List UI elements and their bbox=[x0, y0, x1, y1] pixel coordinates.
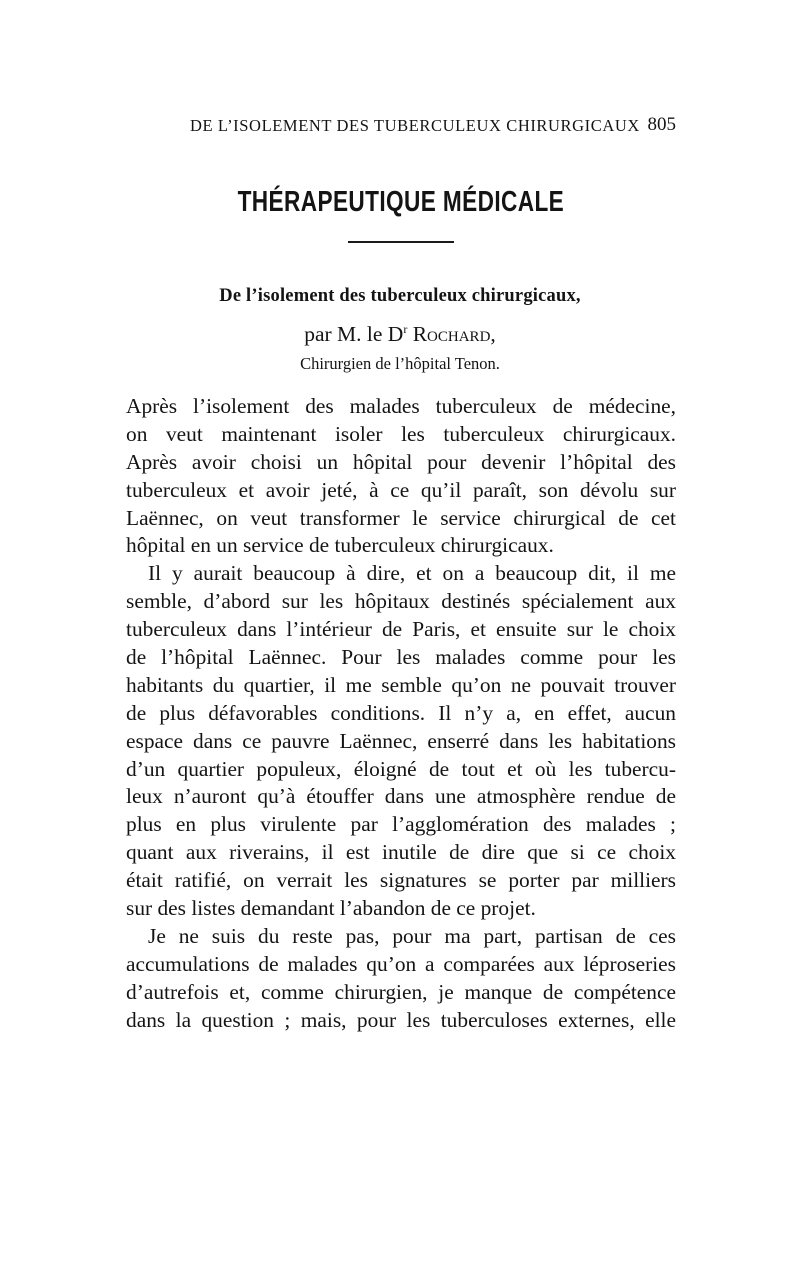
text-line: dans la question ; mais, pour les tuberculoses externes, elle bbox=[126, 1007, 676, 1032]
text-line: Il y aurait beaucoup à dire, et on a beaucoup dit, il me bbox=[148, 561, 676, 586]
text-line: semble, d’abord sur les hôpitaux destinés spécialement aux bbox=[126, 589, 676, 614]
author-affiliation: Chirurgien de l’hôpital Tenon. bbox=[300, 354, 500, 373]
text-line: hôpital en un service de tuberculeux chirurgicaux. bbox=[126, 533, 554, 558]
author-line bbox=[0, 322, 800, 347]
author-title-sup: r bbox=[403, 322, 408, 336]
text-line: était ratifié, on verrait les signatures se porter par milliers bbox=[126, 868, 676, 893]
author-prefix: par M. le D bbox=[304, 322, 404, 346]
text-line: d’un quartier populeux, éloigné de tout et où les tubercu- bbox=[126, 756, 676, 781]
running-head-title: DE L’ISOLEMENT DES TUBERCULEUX CHIRURGICAUX bbox=[190, 116, 640, 135]
page-number: 805 bbox=[647, 114, 676, 135]
text-line: de plus défavorables conditions. Il n’y a, en effet, aucun bbox=[126, 700, 676, 725]
text-line: accumulations de malades qu’on a comparées aux léproseries bbox=[126, 951, 676, 976]
text-line: d’autrefois et, comme chirurgien, je manque de compétence bbox=[126, 979, 676, 1004]
text-line: on veut maintenant isoler les tuberculeux chirurgicaux. bbox=[126, 421, 676, 446]
text-line: Après l’isolement des malades tuberculeux de médecine, bbox=[126, 394, 676, 418]
text-line: Laënnec, on veut transformer le service chirurgical de cet bbox=[126, 505, 676, 530]
section-title: THÉRAPEUTIQUE MÉDICALE bbox=[237, 186, 565, 218]
text-line: Après avoir choisi un hôpital pour devenir l’hôpital des bbox=[126, 449, 676, 474]
text-line: espace dans ce pauvre Laënnec, enserré dans les habitations bbox=[126, 728, 676, 753]
author-name: Rochard, bbox=[412, 322, 496, 346]
text-line: de l’hôpital Laënnec. Pour les malades comme pour les bbox=[126, 645, 676, 670]
text-line: habitants du quartier, il me semble qu’on ne pouvait trouver bbox=[126, 672, 676, 697]
body-text bbox=[126, 393, 676, 1034]
text-line: leux n’auront qu’à étouffer dans une atmosphère rendue de bbox=[126, 784, 676, 809]
text-line: tuberculeux dans l’intérieur de Paris, et ensuite sur le choix bbox=[126, 617, 676, 642]
title-divider bbox=[348, 241, 454, 243]
text-line: tuberculeux et avoir jeté, à ce qu’il paraît, son dévolu sur bbox=[126, 477, 676, 502]
article-title: De l’isolement des tuberculeux chirurgicaux, bbox=[219, 286, 581, 306]
text-line: Je ne suis du reste pas, pour ma part, partisan de ces bbox=[148, 923, 676, 948]
text-line: quant aux riverains, il est inutile de dire que si ce choix bbox=[126, 840, 676, 865]
text-line: plus en plus virulente par l’agglomération des malades ; bbox=[126, 812, 676, 837]
text-line: sur des listes demandant l’abandon de ce projet. bbox=[126, 896, 536, 921]
